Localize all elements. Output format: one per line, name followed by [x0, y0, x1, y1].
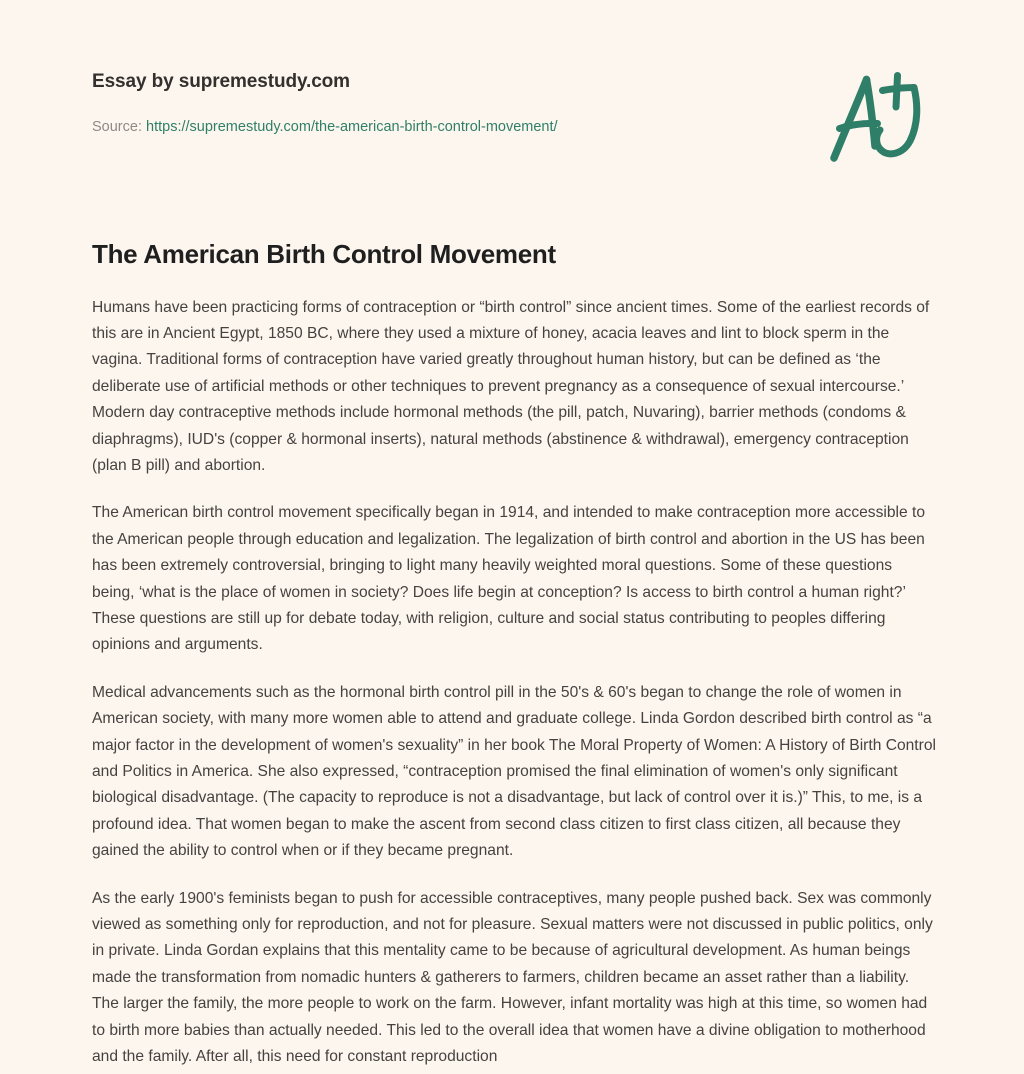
a-plus-logo-icon [818, 62, 930, 167]
a-plus-logo[interactable] [818, 62, 930, 167]
source-row [92, 119, 558, 136]
paragraph: Medical advancements such as the hormonal birth control pill in the 50's & 60's began to change the role of women in American society, with many more women able to attend and graduate college. Linda Gordon described birth control as “a major factor in the development of women's sexuality” in her book The Moral Property of Women: A History of Birth Control and Politics in America. She also expressed, “contraception promised the final elimination of women's only significant biological disadvantage. (The capacity to reproduce is not a disadvantage, but lack of control over it is.)” This, to me, is a profound idea. That women began to make the ascent from second class citizen to first class citizen, all because they gained the ability to control when or if they became pregnant. [92, 683, 936, 860]
article [92, 238, 937, 1070]
source-label: Source: [92, 119, 142, 135]
page-header [0, 0, 1024, 200]
source-link[interactable]: https://supremestudy.com/the-american-birth-control-movement/ [146, 119, 558, 135]
page-title: The American Birth Control Movement [92, 239, 556, 269]
article-body [92, 295, 937, 1071]
paragraph: The American birth control movement specifically began in 1914, and intended to make contraception more accessible to the American people through education and legalization. The legalization of birth control and abortion in the US has been has been extremely controversial, bringing to light many heavily weighted moral questions. Some of these questions being, ‘what is the place of women in society? Does life begin at conception? Is access to birth control a human right?’ These questions are still up for debate today, with religion, culture and social status contributing to peoples differing opinions and arguments. [92, 504, 925, 654]
paragraph: As the early 1900's feminists began to push for accessible contraceptives, many people pushed back. Sex was commonly viewed as something only for reproduction, and not for pleasure. Sexual matters were not discussed in public politics, only in private. Linda Gordan explains that this mentality came to be because of agricultural development. As human beings made the transformation from nomadic hunters & gatherers to farmers, children became an asset rather than a liability. The larger the family, the more people to work on the farm. However, infant mortality was high at this time, so women had to birth more babies than actually needed. This led to the overall idea that women have a divine obligation to motherhood and the family. After all, this need for constant reproduction [92, 889, 933, 1066]
essay-byline: Essay by supremestudy.com [92, 71, 350, 92]
paragraph: Humans have been practicing forms of contraception or “birth control” since ancient times. Some of the earliest records of this are in Ancient Egypt, 1850 BC, where they used a mixture of honey, acacia leaves and lint to block sperm in the vagina. Traditional forms of contraception have varied greatly throughout human history, but can be defined as ‘the deliberate use of artificial methods or other techniques to prevent pregnancy as a consequence of sexual intercourse.’ Modern day contraceptive methods include hormonal methods (the pill, patch, Nuvaring), barrier methods (condoms & diaphragms), IUD's (copper & hormonal inserts), natural methods (abstinence & withdrawal), emergency contraception (plan B pill) and abortion. [92, 298, 930, 474]
